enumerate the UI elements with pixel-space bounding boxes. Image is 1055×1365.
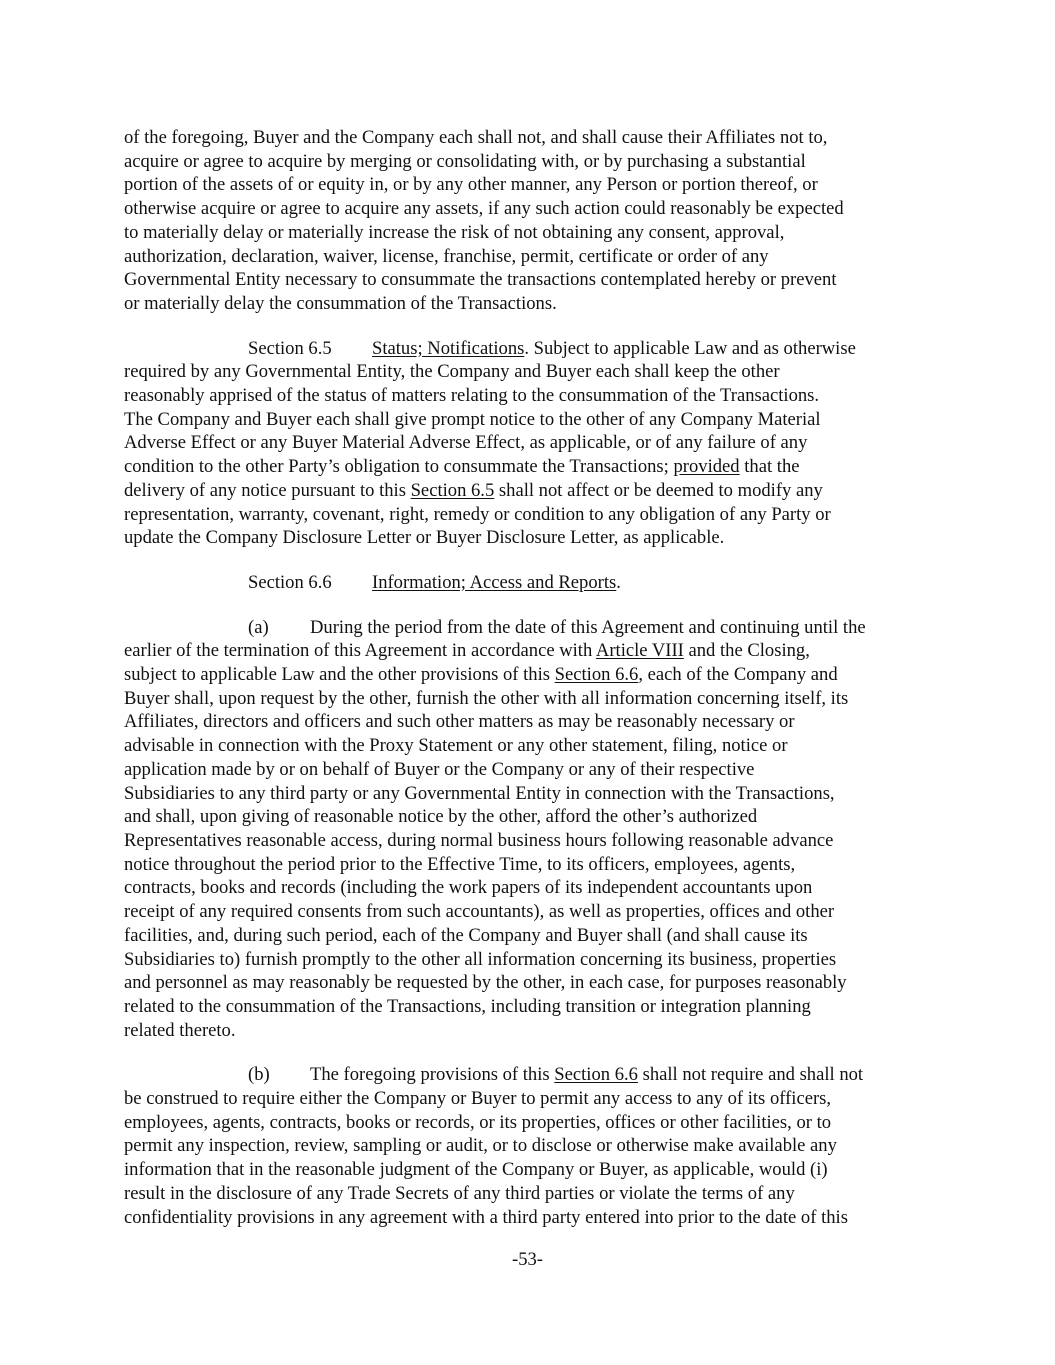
paragraph-continuation (124, 126, 932, 316)
subsection-a-first-line (124, 616, 932, 640)
section-reference: Section 6.5 (410, 479, 495, 501)
text-fragment: The foregoing provisions of this (310, 1064, 555, 1086)
text-line: or materially delay the consummation of the Transactions. (124, 292, 557, 314)
text-line: The Company and Buyer each shall give prompt notice to the other of any Company Material (124, 408, 821, 430)
text-fragment: shall not require and shall not (637, 1064, 864, 1086)
section-6-5-first-line (124, 337, 932, 361)
section-heading: Status; Notifications (372, 337, 525, 359)
section-reference: Section 6.6 (554, 664, 639, 686)
text-line: Buyer shall, upon request by the other, furnish the other with all information concerning itself, its (124, 687, 849, 709)
section-number: Section 6.5 (248, 337, 332, 359)
text-fragment: and the Closing, (683, 640, 810, 662)
section-reference: Section 6.6 (554, 1064, 638, 1086)
text-line: notice throughout the period prior to the Effective Time, to its officers, employees, agents, (124, 853, 796, 875)
page-number: -53- (512, 1249, 543, 1270)
document-body (124, 126, 932, 1229)
subsection-b-first-line (124, 1063, 932, 1087)
text-fragment: , each of the Company and (638, 664, 838, 686)
heading-line (124, 571, 932, 595)
text-line: confidentiality provisions in any agreement with a third party entered into prior to the date of this (124, 1206, 848, 1228)
text-fragment: earlier of the termination of this Agreement in accordance with (124, 640, 596, 662)
text-line: information that in the reasonable judgment of the Company or Buyer, as applicable, would (i) (124, 1159, 828, 1181)
text-line: otherwise acquire or agree to acquire any assets, if any such action could reasonably be expected (124, 198, 844, 220)
section-heading: Information; Access and Reports (372, 571, 617, 593)
text-fragment: delivery of any notice pursuant to this (124, 479, 411, 501)
subsection-b (124, 1063, 932, 1229)
text-line: permit any inspection, review, sampling or audit, or to disclose or otherwise make available any (124, 1135, 837, 1157)
text-line (124, 639, 932, 663)
article-reference: Article VIII (595, 640, 684, 662)
text-line: acquire or agree to acquire by merging or consolidating with, or by purchasing a substantial (124, 150, 806, 172)
text-fragment: shall not affect or be deemed to modify any (494, 479, 823, 501)
subsection-a (124, 616, 932, 1043)
text-line: result in the disclosure of any Trade Secrets of any third parties or violate the terms of any (124, 1182, 795, 1204)
text-line: Representatives reasonable access, during normal business hours following reasonable advance (124, 829, 834, 851)
text-line: update the Company Disclosure Letter or Buyer Disclosure Letter, as applicable. (124, 527, 725, 549)
text-line: reasonably apprised of the status of matters relating to the consummation of the Transactions. (124, 385, 820, 407)
text-line: authorization, declaration, waiver, license, franchise, permit, certificate or order of any (124, 245, 769, 267)
text-line: and shall, upon giving of reasonable notice by the other, afford the other’s authorized (124, 806, 758, 828)
text-line: related thereto. (124, 1019, 236, 1041)
text-line: employees, agents, contracts, books or records, or its properties, offices or other facilities, or to (124, 1111, 832, 1133)
text-line: Subsidiaries to any third party or any Governmental Entity in connection with the Transactions, (124, 782, 835, 804)
subsection-label: (b) (248, 1064, 270, 1086)
text-line: required by any Governmental Entity, the Company and Buyer each shall keep the other (124, 361, 780, 383)
text-line: Governmental Entity necessary to consummate the transactions contemplated hereby or prevent (124, 269, 837, 291)
text-line: and personnel as may reasonably be requested by the other, in each case, for purposes reasonably (124, 972, 847, 994)
text-line (124, 663, 932, 687)
text-fragment: . Subject to applicable Law and as otherwise (524, 337, 856, 359)
text-line: contracts, books and records (including the work papers of its independent accountants upon (124, 877, 813, 899)
subsection-label: (a) (248, 616, 269, 638)
text-line: be construed to require either the Company or Buyer to permit any access to any of its officers, (124, 1088, 832, 1110)
text-line: of the foregoing, Buyer and the Company each shall not, and shall cause their Affiliates not to, (124, 127, 828, 148)
text-line: Affiliates, directors and officers and such other matters as may be reasonably necessary or (124, 711, 795, 733)
text-fragment: that the (739, 456, 800, 478)
text-fragment: condition to the other Party’s obligation to consummate the Transactions; (124, 456, 674, 478)
text-line (124, 455, 932, 479)
section-6-5 (124, 337, 932, 550)
text-line: application made by or on behalf of Buyer or the Company or any of their respective (124, 758, 755, 780)
text-line: advisable in connection with the Proxy Statement or any other statement, filing, notice or (124, 735, 788, 757)
text-line: representation, warranty, covenant, right, remedy or condition to any obligation of any Party or (124, 503, 831, 525)
text-fragment: subject to applicable Law and the other provisions of this (124, 664, 555, 686)
section-number: Section 6.6 (248, 571, 332, 593)
text-line: portion of the assets of or equity in, or by any other manner, any Person or portion thereof, or (124, 174, 818, 196)
text-line (124, 479, 932, 503)
text-line: facilities, and, during such period, each of the Company and Buyer shall (and shall cause its (124, 924, 808, 946)
text-line: to materially delay or materially increase the risk of not obtaining any consent, approval, (124, 221, 785, 243)
text-line: related to the consummation of the Transactions, including transition or integration planning (124, 995, 811, 1017)
text-fragment: During the period from the date of this Agreement and continuing until the (310, 616, 866, 638)
section-6-6-heading (124, 571, 932, 595)
provided-term: provided (673, 456, 740, 478)
heading-period: . (616, 571, 621, 593)
text-line: Adverse Effect or any Buyer Material Adverse Effect, as applicable, or of any failure of any (124, 432, 808, 454)
text-line: receipt of any required consents from such accountants), as well as properties, offices and other (124, 901, 835, 923)
text-line: Subsidiaries to) furnish promptly to the other all information concerning its business, properties (124, 948, 837, 970)
